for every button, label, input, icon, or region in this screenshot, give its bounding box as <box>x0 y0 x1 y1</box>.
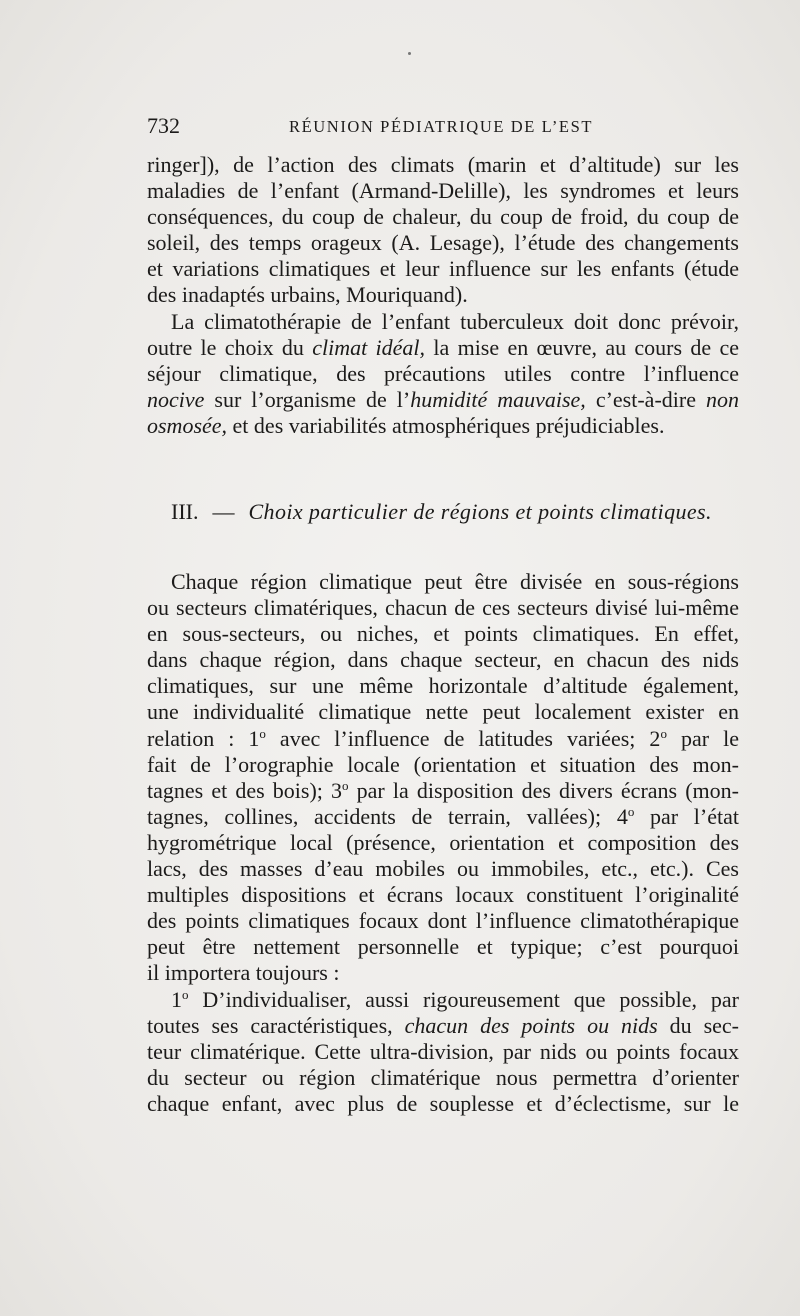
text-line: fait de l’orographie locale (orientation et situation des mon- <box>147 751 739 777</box>
text-line: chaque enfant, avec plus de souplesse et d’éclectisme, sur le <box>147 1090 739 1116</box>
text-line: peut être nettement personnelle et typique; c’est pourquoi <box>147 934 739 960</box>
text-line: conséquences, du coup de chaleur, du coup de froid, du coup de <box>147 204 739 230</box>
text-line: dans chaque région, dans chaque secteur, en chacun des nids <box>147 647 739 673</box>
emphasis: humidité mauvaise, <box>410 386 586 412</box>
text-line: séjour climatique, des précautions utiles contre l’influence <box>147 360 739 386</box>
text-line: relation : 1$^o$ avec l’influence de latitudes variées; 2$^o$ par le <box>147 725 739 751</box>
print-speck <box>408 52 411 55</box>
emphasis: nocive <box>147 386 205 412</box>
running-head: RÉUNION PÉDIATRIQUE DE L’EST <box>289 117 594 136</box>
text-line: il importera toujours : <box>147 960 340 986</box>
text-line: tagnes, collines, accidents de terrain, vallées); 4$^o$ par l’état <box>147 803 739 829</box>
text-line: Chaque région climatique peut être divisée en sous-régions <box>171 569 739 594</box>
emphasis: climat idéal, <box>312 334 426 360</box>
text-line: lacs, des masses d’eau mobiles ou immobiles, etc., etc.). Ces <box>147 856 739 882</box>
text-line: hygrométrique local (présence, orientation et composition des <box>147 829 739 855</box>
page-number: 732 <box>147 113 180 138</box>
text-line: des points climatiques focaux dont l’influence climatothérapique <box>147 908 739 934</box>
section-heading <box>171 499 712 525</box>
text-block-lower <box>147 569 739 1117</box>
text-line: du secteur ou région climatérique nous permettra d’orienter <box>147 1064 739 1090</box>
text-line: nocive sur l’organisme de l’humidité mauvaise, c’est-à-dire non <box>147 386 739 412</box>
text-line: 1$^o$ D’individualiser, aussi rigoureusement que possible, par <box>171 986 739 1012</box>
text-line: teur climatérique. Cette ultra-division, par nids ou points focaux <box>147 1038 739 1064</box>
section-title: Choix particulier de régions et points climatiques. <box>248 499 712 524</box>
text-line: une individualité climatique nette peut localement exister en <box>147 699 739 725</box>
text-line: et variations climatiques et leur influence sur les enfants (étude <box>147 256 739 282</box>
text-line: tagnes et des bois); 3$^o$ par la disposition des divers écrans (mon- <box>147 777 739 803</box>
text-line: des inadaptés urbains, Mouriquand). <box>147 282 468 308</box>
text-line: La climatothérapie de l’enfant tuberculeux doit donc prévoir, <box>171 308 739 334</box>
text-line: en sous-secteurs, ou niches, et points climatiques. En effet, <box>147 621 739 647</box>
text-line: maladies de l’enfant (Armand-Delille), les syndromes et leurs <box>147 178 739 204</box>
text-line: soleil, des temps orageux (A. Lesage), l’étude des changements <box>147 230 739 256</box>
section-dash: — <box>212 499 235 524</box>
emphasis: non <box>705 386 739 412</box>
text-line: toutes ses caractéristiques, chacun des points ou nids du sec- <box>147 1012 739 1038</box>
emphasis: chacun des points ou nids <box>404 1012 658 1038</box>
text-line: ringer]), de l’action des climats (marin et d’altitude) sur les <box>147 152 739 177</box>
text-line: climatiques, sur une même horizontale d’altitude également, <box>147 673 739 699</box>
text-block-upper <box>147 152 739 439</box>
emphasis: osmosée, <box>147 412 228 438</box>
text-line: osmosée, et des variabilités atmosphériques préjudiciables. <box>147 412 665 438</box>
page-header <box>147 112 739 140</box>
text-line: outre le choix du climat idéal, la mise en œuvre, au cours de ce <box>147 334 740 360</box>
text-line: ou secteurs climatériques, chacun de ces secteurs divisé lui-même <box>147 595 739 621</box>
section-numeral: III. <box>171 499 199 524</box>
text-line: multiples dispositions et écrans locaux constituent l’originalité <box>147 882 739 908</box>
